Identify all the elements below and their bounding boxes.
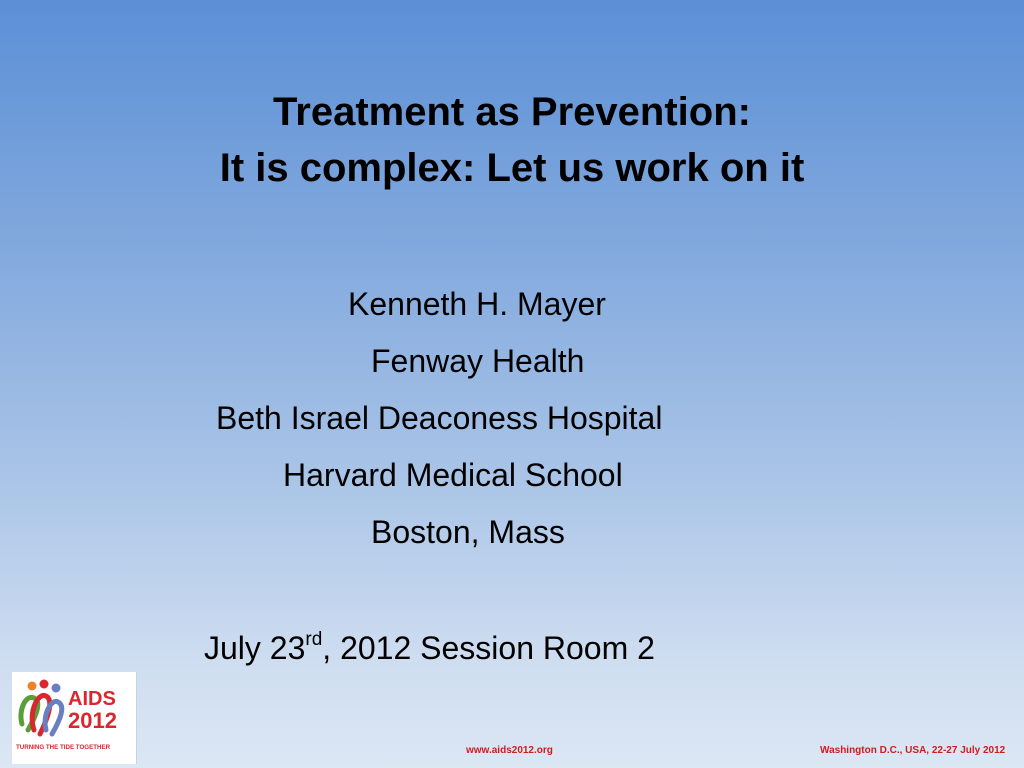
affiliation-bidmc: Beth Israel Deaconess Hospital xyxy=(216,400,663,436)
session-date-suffix: , 2012 Session Room 2 xyxy=(322,630,655,666)
aids2012-logo xyxy=(12,672,137,764)
ribbon-figures-icon xyxy=(12,672,136,764)
title-line-1: Treatment as Prevention: xyxy=(273,90,751,134)
title-line-2: It is complex: Let us work on it xyxy=(219,146,805,190)
affiliation-location: Boston, Mass xyxy=(371,514,565,550)
affiliation-harvard: Harvard Medical School xyxy=(283,457,623,493)
session-date-prefix: July 23 xyxy=(204,630,306,666)
affiliation-fenway: Fenway Health xyxy=(371,343,585,379)
session-date-superscript: rd xyxy=(305,629,323,651)
footer-url-link[interactable]: www.aids2012.org xyxy=(466,745,553,756)
logo-name-line-2: 2012 xyxy=(68,708,117,733)
presenter-name: Kenneth H. Mayer xyxy=(348,286,606,322)
logo-tagline: TURNING THE TIDE TOGETHER xyxy=(16,744,111,751)
session-date xyxy=(204,628,655,668)
footer-event-info: Washington D.C., USA, 22-27 July 2012 xyxy=(820,745,1006,756)
logo-name-line-1: AIDS xyxy=(68,688,116,710)
slide-title xyxy=(0,84,1024,196)
